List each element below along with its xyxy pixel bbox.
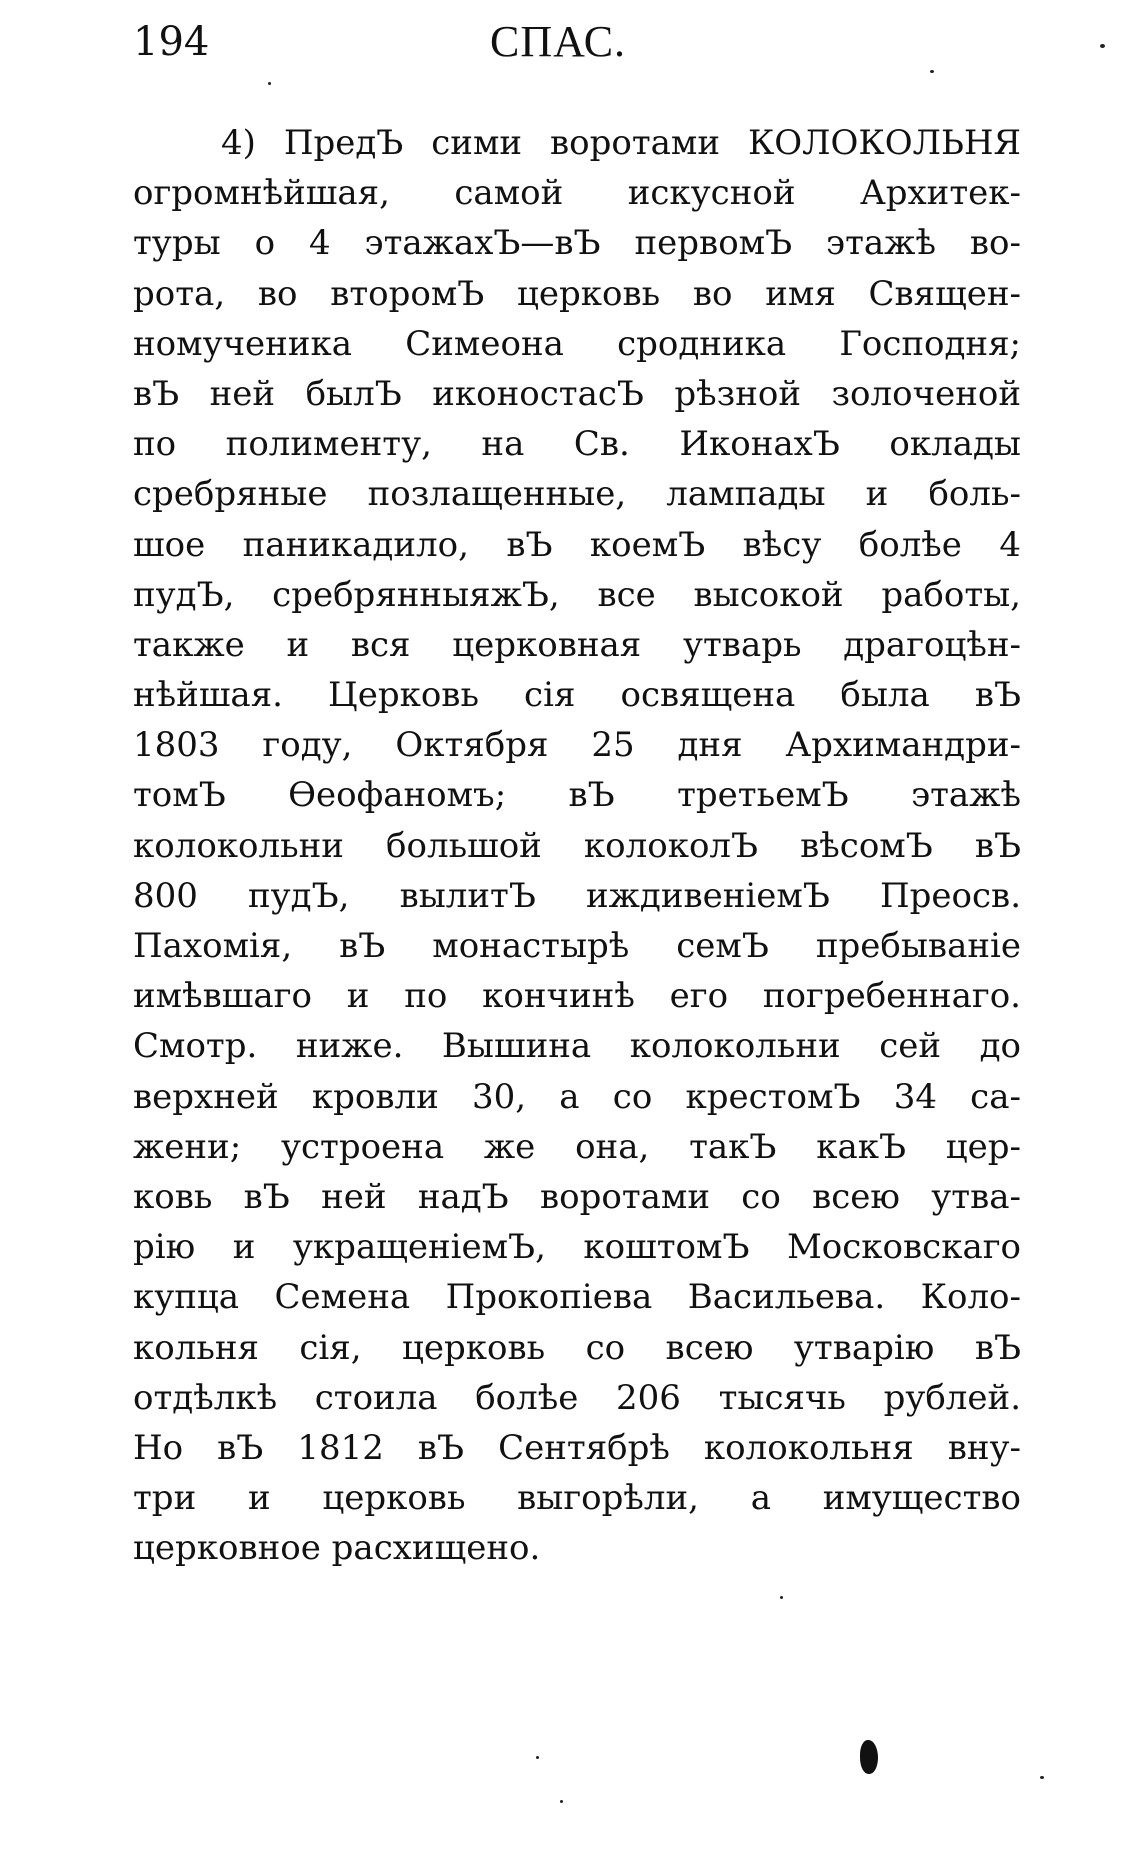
- ink-blot: [860, 1740, 878, 1774]
- text-line: также и вся церковная утварь драгоцѣн-: [133, 624, 1021, 665]
- text-line: колокольни большой колоколЪ вѣсомЪ вЪ: [133, 825, 1021, 866]
- text-line: огромнѣйшая, самой искусной Архитек-: [133, 173, 1021, 214]
- running-title: СПАС.: [490, 17, 627, 66]
- text-line: Пахомiя, вЪ монастырѣ семЪ пребыванiе: [133, 926, 1021, 966]
- scan-speck: [1100, 44, 1105, 48]
- text-line: пудЪ, сребрянныяжЪ, все высокой работы,: [133, 574, 1021, 615]
- text-line: номученика Симеона сродника Господня;: [133, 323, 1021, 364]
- text-line: имѣвшаго и по кончинѣ его погребеннаго.: [133, 976, 1021, 1017]
- scan-speck: [780, 1596, 783, 1599]
- text-line: 800 пудЪ, вылитЪ иждивенiемЪ Преосв.: [133, 875, 1021, 916]
- scan-speck: [268, 82, 271, 85]
- text-line: верхней кровли 30, а со крестомЪ 34 са-: [133, 1076, 1021, 1117]
- text-line: купца Семена Прокопiева Васильева. Коло-: [133, 1277, 1021, 1318]
- text-line: три и церковь выгорѣли, а имущество: [133, 1478, 1021, 1519]
- text-line: по полименту, на Св. ИконахЪ оклады: [133, 424, 1021, 465]
- text-line: рота, во второмЪ церковь во имя Священ-: [133, 273, 1021, 314]
- text-line: Но вЪ 1812 вЪ Сентябрѣ колокольня вну-: [133, 1427, 1021, 1468]
- text-line: 4) ПредЪ сими воротами КОЛОКОЛЬНЯ: [221, 123, 1021, 163]
- text-line: отдѣлкѣ стоила болѣе 206 тысячь рублей.: [133, 1377, 1021, 1418]
- text-line: туры о 4 этажахЪ—вЪ первомЪ этажѣ во-: [133, 223, 1021, 264]
- text-line: сребряные позлащенные, лампады и боль-: [133, 474, 1021, 515]
- text-line: церковное расхищено.: [133, 1528, 541, 1569]
- scan-speck: [536, 1756, 539, 1759]
- text-line: кольня сія, церковь со всею утварiю вЪ: [133, 1327, 1021, 1368]
- text-line: шое паникадило, вЪ коемЪ вѣсу болѣе 4: [133, 524, 1021, 565]
- text-line: нѣйшая. Церковь сія освящена была вЪ: [133, 675, 1021, 716]
- text-line: ковь вЪ ней надЪ воротами со всею утва-: [133, 1176, 1021, 1217]
- text-line: рiю и укращенiемЪ, коштомЪ Московскаго: [133, 1227, 1021, 1268]
- scan-speck: [1040, 1776, 1044, 1779]
- body-text: [133, 118, 1021, 1573]
- text-line: томЪ Ѳеофаномъ; вЪ третьемЪ этажѣ: [133, 775, 1021, 816]
- text-line: жени; устроена же она, такЪ какЪ цер-: [133, 1126, 1021, 1167]
- text-line: вЪ ней былЪ иконостасЪ рѣзной золоченой: [133, 373, 1021, 414]
- text-line: 1803 году, Октября 25 дня Архимандри-: [133, 725, 1021, 766]
- scan-speck: [560, 1800, 563, 1803]
- scan-speck: [930, 70, 934, 73]
- page-number: 194: [133, 19, 210, 65]
- text-line: Смотр. ниже. Вышина колокольни сей до: [133, 1026, 1021, 1067]
